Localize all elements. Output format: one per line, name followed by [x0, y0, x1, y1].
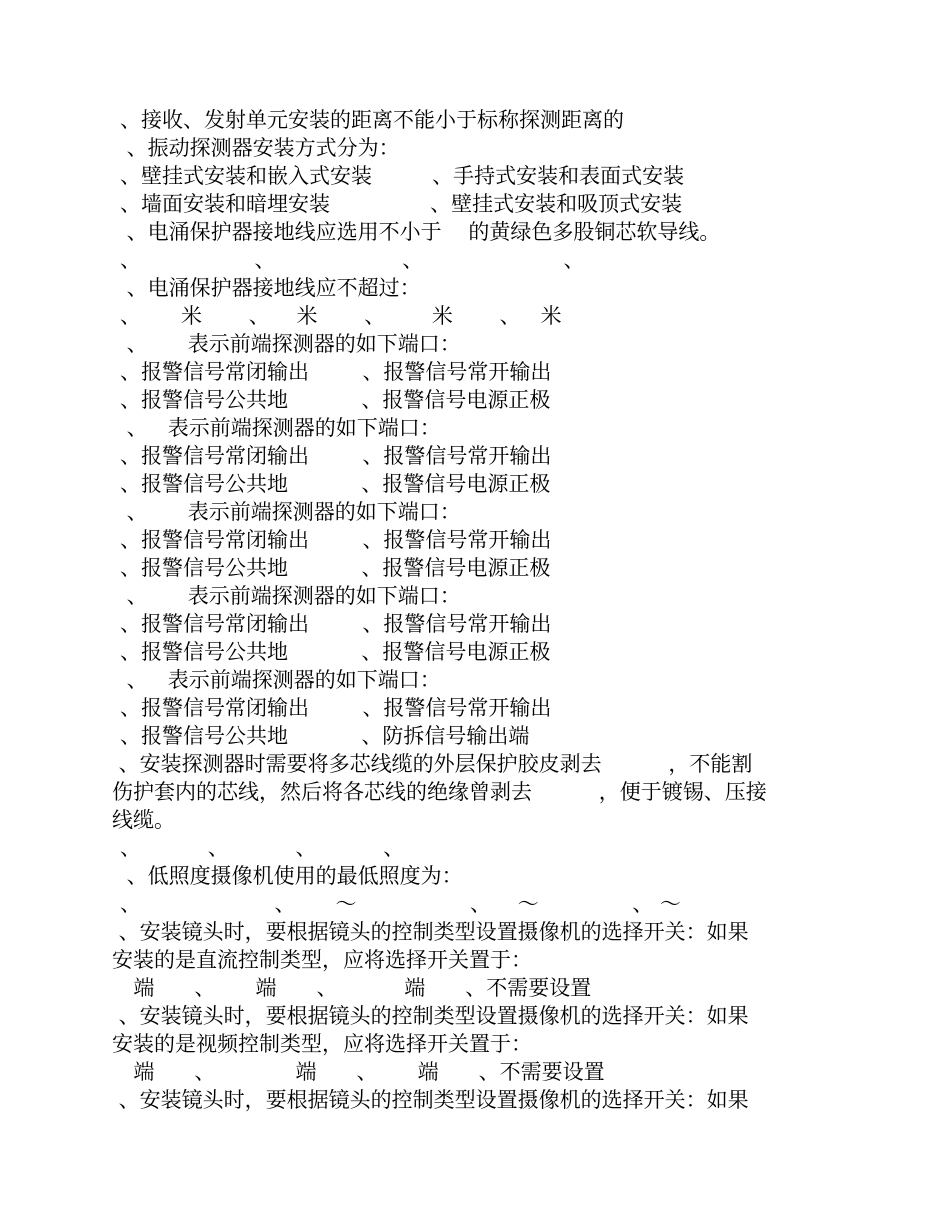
question-line: 、安装镜头时，要根据镜头的控制类型设置摄像机的选择开关：如果 [112, 920, 749, 944]
option-line: 、墙面安装和暗埋安装 、壁挂式安装和吸顶式安装 [120, 192, 683, 216]
option-line: 、报警信号公共地 、报警信号电源正极 [120, 640, 551, 664]
option-line: 、报警信号常闭输出 、报警信号常开输出 [120, 444, 552, 468]
question-line: 、低照度摄像机使用的最低照度为： [120, 864, 463, 888]
question-line: 、 表示前端探测器的如下端口： [120, 584, 461, 608]
option-line: 、报警信号常闭输出 、报警信号常开输出 [120, 528, 552, 552]
option-line: 端 、 端 、 端 、不需要设置 [120, 976, 592, 1000]
option-line: 、报警信号常闭输出 、报警信号常开输出 [120, 696, 552, 720]
option-line: 、报警信号公共地 、报警信号电源正极 [120, 472, 551, 496]
option-line: 、报警信号公共地 、报警信号电源正极 [120, 556, 551, 580]
question-line: 伤护套内的芯线，然后将各芯线的绝缘曾剥去 ，便于镀锡、压接 [112, 780, 767, 804]
option-line: 、壁挂式安装和嵌入式安装 、手持式安装和表面式安装 [120, 164, 685, 188]
question-line: 安装的是视频控制类型，应将选择开关置于： [112, 1032, 532, 1056]
option-line: 、 、 ～ 、 ～ 、 ～ [120, 892, 681, 916]
question-line: 、安装镜头时，要根据镜头的控制类型设置摄像机的选择开关：如果 [112, 1088, 749, 1112]
question-line: 、电涌保护器接地线应不超过： [120, 276, 421, 300]
question-line: 安装的是直流控制类型，应将选择开关置于： [112, 948, 532, 972]
option-line: 、 米 、 米 、 米 、 米 [120, 304, 562, 328]
question-line: 、接收、发射单元安装的距离不能小于标称探测距离的 [120, 108, 624, 132]
option-line: 、报警信号常闭输出 、报警信号常开输出 [120, 360, 552, 384]
question-line: 、 表示前端探测器的如下端口： [120, 668, 441, 692]
option-line: 、报警信号常闭输出 、报警信号常开输出 [120, 612, 552, 636]
question-line: 、振动探测器安装方式分为： [120, 136, 400, 160]
option-line: 、报警信号公共地 、报警信号电源正极 [120, 388, 551, 412]
option-line: 端 、 端 、 端 、不需要设置 [120, 1060, 605, 1084]
question-line: 线缆。 [112, 808, 175, 832]
option-line: 、报警信号公共地 、防拆信号输出端 [120, 724, 530, 748]
option-line: 、 、 、 、 [120, 836, 405, 860]
question-line: 、 表示前端探测器的如下端口： [120, 416, 441, 440]
option-line: 、 、 、 、 [120, 248, 585, 272]
question-line: 、电涌保护器接地线应选用不小于 的黄绿色多股铜芯软导线。 [120, 220, 721, 244]
question-line: 、安装探测器时需要将多芯线缆的外层保护胶皮剥去 ，不能割 [112, 752, 753, 776]
question-line: 、安装镜头时，要根据镜头的控制类型设置摄像机的选择开关：如果 [112, 1004, 749, 1028]
question-line: 、 表示前端探测器的如下端口： [120, 500, 461, 524]
question-line: 、 表示前端探测器的如下端口： [120, 332, 461, 356]
